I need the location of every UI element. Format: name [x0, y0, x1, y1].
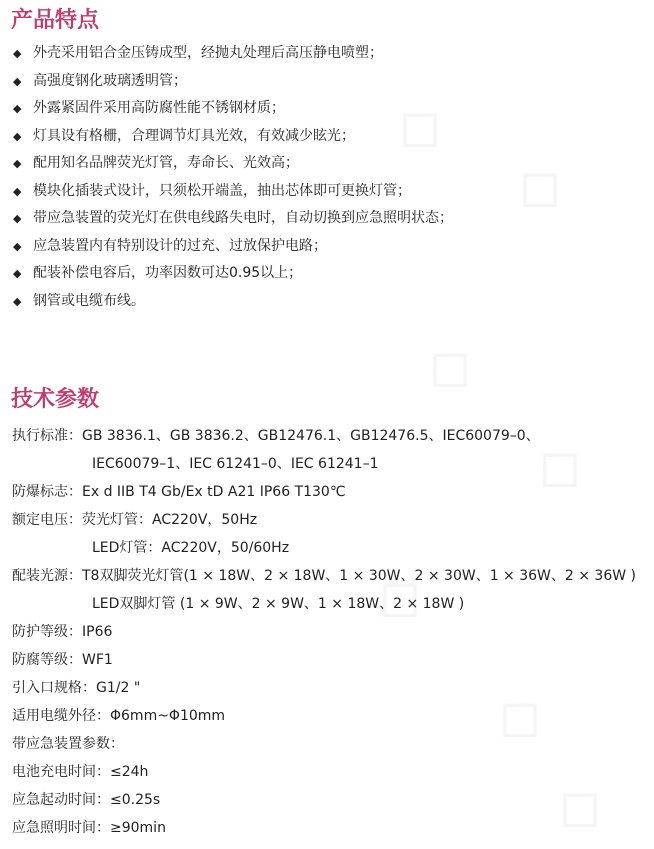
feature-item: [13, 150, 643, 178]
diamond-bullet-icon: ◆: [13, 184, 22, 198]
feature-text: 钢管或电缆布线。: [33, 292, 145, 309]
features-list: [13, 40, 643, 315]
param-protection-grade: 防护等级：IP66: [12, 624, 113, 640]
diamond-bullet-icon: ◆: [13, 129, 22, 143]
param-anticorrosion-grade: 防腐等级：WF1: [12, 652, 113, 668]
feature-item: [13, 260, 643, 288]
feature-text: 应急装置内有特别设计的过充、过放保护电路；: [33, 237, 327, 254]
feature-item: [13, 205, 643, 233]
feature-item: [13, 288, 643, 316]
background-watermark: ◇ ◇ ◇ ◇ ◇ ◇ ◇: [361, 83, 627, 849]
param-explosion-mark: 防爆标志：Ex d IIB T4 Gb/Ex tD A21 IP66 T130℃: [12, 484, 346, 500]
feature-text: 高强度钢化玻璃透明管；: [33, 72, 187, 89]
feature-item: [13, 233, 643, 261]
param-cable-diameter: 适用电缆外径：Φ6mm~Φ10mm: [12, 708, 226, 724]
diamond-bullet-icon: ◆: [13, 157, 22, 170]
feature-text: 外露紧固件采用高防腐性能不锈钢材质；: [33, 100, 285, 116]
param-charge-time: 电池充电时间：≤24h: [12, 764, 149, 780]
feature-item: [13, 123, 643, 151]
diamond-bullet-icon: ◆: [13, 212, 22, 225]
param-standards-cont: IEC60079–1、IEC 61241–0、IEC 61241–1: [92, 456, 379, 472]
diamond-bullet-icon: ◆: [13, 267, 22, 280]
param-lighting-time: 应急照明时间：≥90min: [12, 820, 166, 836]
features-title: 产品特点: [11, 8, 100, 33]
param-entry-spec: 引入口规格：G1/2 ": [12, 680, 141, 696]
param-emergency-header: 带应急装置参数：: [12, 736, 124, 752]
diamond-bullet-icon: ◆: [13, 47, 22, 60]
feature-text: 配用知名品牌荧光灯管，寿命长、光效高；: [33, 155, 299, 171]
feature-item: [13, 40, 643, 68]
params-list: [12, 422, 652, 842]
diamond-bullet-icon: ◆: [13, 239, 22, 253]
diamond-bullet-icon: ◆: [13, 294, 22, 308]
diamond-bullet-icon: ◆: [13, 102, 22, 115]
param-light-source: 配装光源：T8双脚荧光灯管(1 × 18W、2 × 18W、1 × 30W、2 × 30W、1 × 36W、2 × 36W ): [12, 568, 637, 584]
feature-item: [13, 178, 643, 206]
param-start-time: 应急起动时间：≤0.25s: [12, 792, 161, 808]
feature-text: 模块化插装式设计，只须松开端盖，抽出芯体即可更换灯管；: [33, 182, 411, 199]
feature-text: 外壳采用铝合金压铸成型，经抛丸处理后高压静电喷塑；: [33, 45, 383, 61]
param-standards: 执行标准：GB 3836.1、GB 3836.2、GB12476.1、GB12476.5、IEC60079–0、: [12, 428, 540, 444]
diamond-bullet-icon: ◆: [13, 74, 22, 88]
params-title: 技术参数: [11, 387, 100, 412]
feature-text: 配装补偿电容后，功率因数可达0.95以上；: [33, 265, 303, 281]
feature-text: 灯具设有格栅，合理调节灯具光效，有效减少眩光；: [33, 127, 355, 144]
feature-text: 带应急装置的荧光灯在供电线路失电时，自动切换到应急照明状态；: [33, 210, 453, 226]
feature-item: [13, 95, 643, 123]
param-rated-voltage-led: LED灯管：AC220V，50/60Hz: [92, 540, 290, 556]
param-rated-voltage: 额定电压：荧光灯管：AC220V，50Hz: [12, 512, 258, 528]
feature-item: [13, 68, 643, 96]
param-light-source-led: LED双脚灯管 (1 × 9W、2 × 9W、1 × 18W、2 × 18W ): [92, 596, 465, 612]
